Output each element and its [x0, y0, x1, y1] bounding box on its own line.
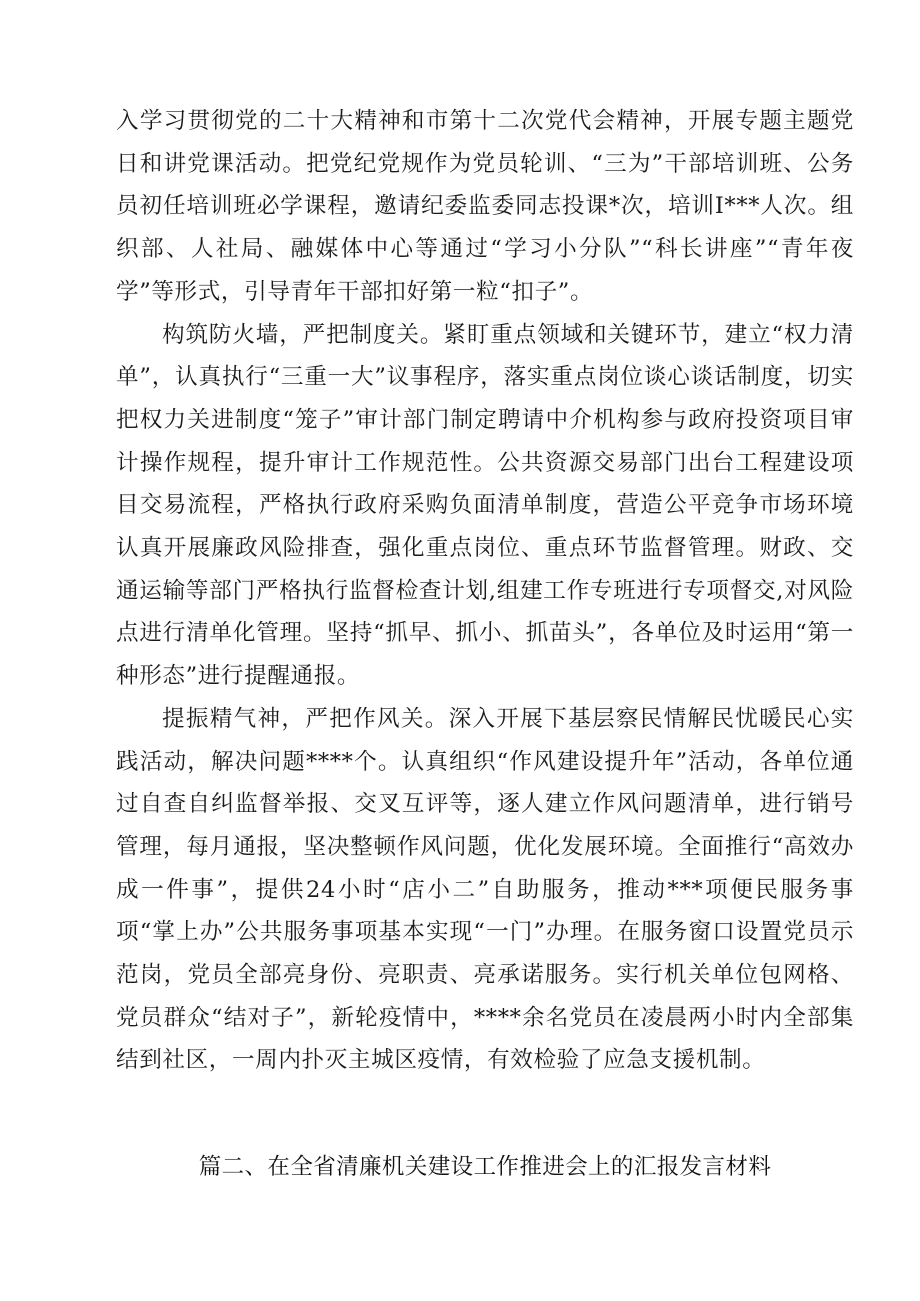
paragraph-firewall-system: 构筑防火墙，严把制度关。紧盯重点领域和关键环节，建立“权力清单”，认真执行“三重一大”议事程序，落实重点岗位谈心谈话制度，切实把权力关进制度“笼子”审计部门制定聘请中介机构参与政府投资项目审计操作规程，提升审计工作规范性。公共资源交易部门出台工程建设项目交易流程，严格执行政府采购负面清单制度，营造公平竞争市场环境认真开展廉政风险排查，强化重点岗位、重点环节监督管理。财政、交通运输等部门严格执行监督检查计划,组建工作专班进行专项督交,对风险点进行清单化管理。坚持“抓早、抓小、抓苗头”，各单位及时运用“第一种形态”进行提醒通报。 — [116, 321, 854, 690]
document-body — [116, 100, 854, 1082]
paragraph-continuation: 入学习贯彻党的二十大精神和市第十二次党代会精神，开展专题主题党日和讲党课活动。把党纪党规作为党员轮训、“三为”干部培训班、公务员初任培训班必学课程，邀请纪委监委同志投课*次，培训I***人次。组织部、人社局、融媒体中心等通过“学习小分队”“科长讲座”“青年夜学”等形式，引导青年干部扣好第一粒“扣子”。 — [116, 108, 854, 305]
section-title: 篇二、在全省清廉机关建设工作推进会上的汇报发言材料 — [198, 1154, 772, 1180]
paragraph-work-style: 提振精气神，严把作风关。深入开展下基层察民情解民忧暖民心实践活动，解决问题****个。认真组织“作风建设提升年”活动，各单位通过自查自纠监督举报、交叉互评等，逐人建立作风问题清单，进行销号管理，每月通报，坚决整顿作风问题，优化发展环境。全面推行“高效办成一件事”，提供24小时“店小二”自助服务，推动***项便民服务事项“掌上办”公共服务事项基本实现“一门”办理。在服务窗口设置党员示范岗，党员全部亮身份、亮职责、亮承诺服务。实行机关单位包网格、党员群众“结对子”，新轮疫情中，****余名党员在凌晨两小时内全部集结到社区，一周内扑灭主城区疫情，有效检验了应急支援机制。 — [116, 705, 854, 1074]
